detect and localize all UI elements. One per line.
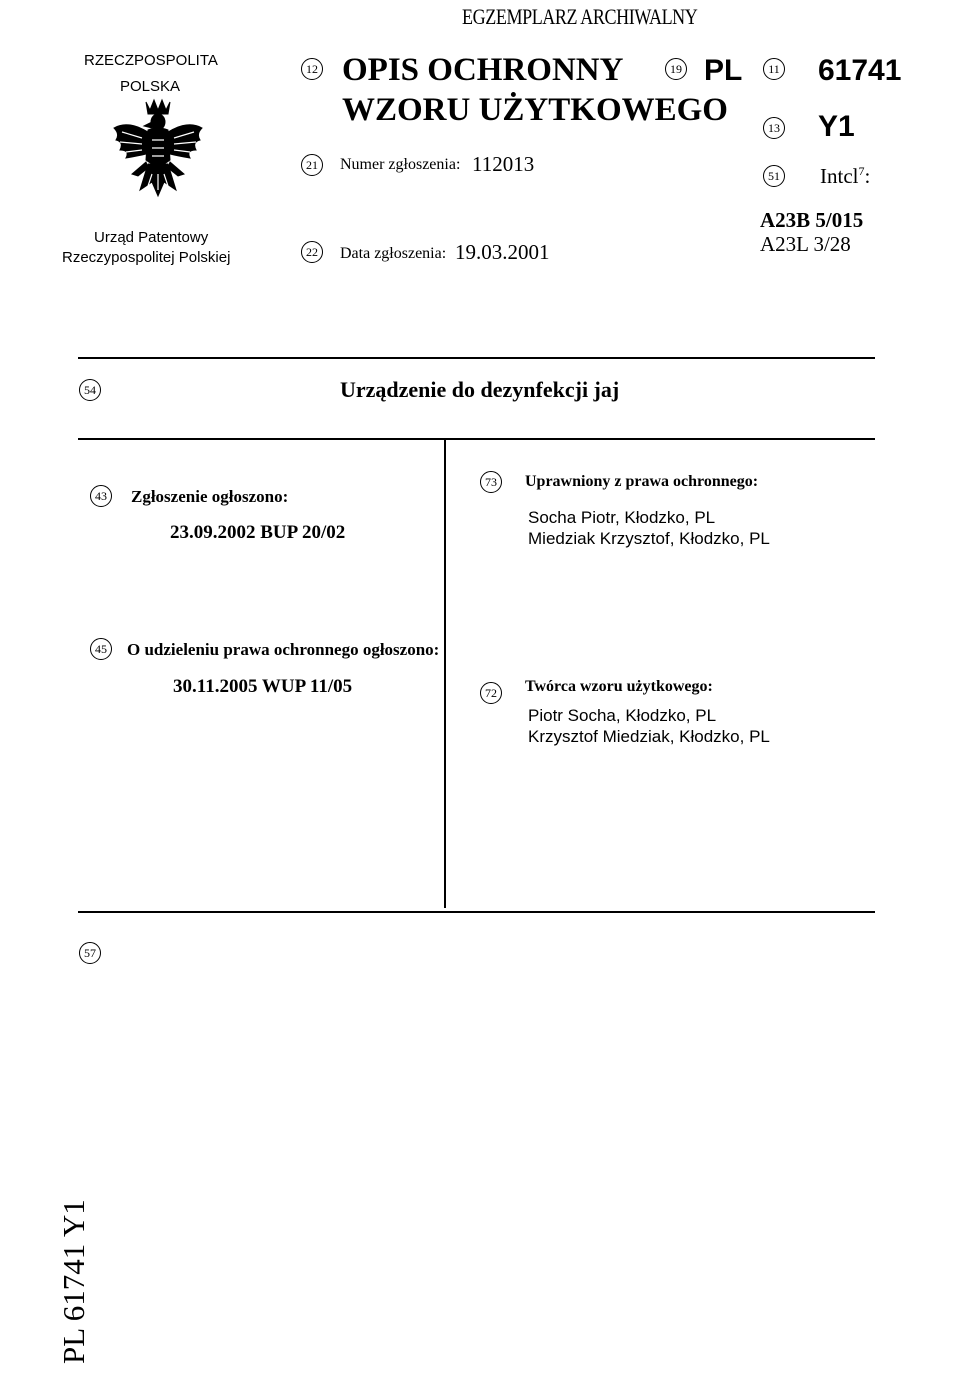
inid-code-19: 19 (665, 58, 687, 80)
country-name-line1: RZECZPOSPOLITA (84, 52, 218, 69)
inid-code-51: 51 (763, 165, 785, 187)
grant-published-value: 30.11.2005 WUP 11/05 (173, 676, 353, 697)
creator-2: Krzysztof Miedziak, Kłodzko, PL (528, 727, 770, 746)
polish-eagle-emblem (108, 98, 208, 210)
inid-code-57: 57 (79, 942, 101, 964)
inid-code-54: 54 (79, 379, 101, 401)
right-holder-label: Uprawniony z prawa ochronnego: (525, 473, 759, 490)
application-published-label: Zgłoszenie ogłoszono: (131, 487, 289, 506)
document-title-line2: WZORU UŻYTKOWEGO (342, 92, 728, 128)
filing-date-label: Data zgłoszenia: (340, 245, 447, 262)
application-published-value: 23.09.2002 BUP 20/02 (170, 522, 346, 543)
invention-title: Urządzenie do dezynfekcji jaj (340, 377, 620, 402)
application-number-label: Numer zgłoszenia: (340, 156, 461, 173)
inid-code-72: 72 (480, 682, 502, 704)
divider-title-bottom (78, 438, 875, 440)
right-holder-1: Socha Piotr, Kłodzko, PL (528, 508, 716, 527)
inid-code-11: 11 (763, 58, 785, 80)
inid-code-43: 43 (90, 485, 112, 507)
country-name-line2: POLSKA (120, 78, 181, 95)
document-title-line1: OPIS OCHRONNY (342, 52, 624, 88)
inid-code-12: 12 (301, 58, 323, 80)
patent-office-line2: Rzeczypospolitej Polskiej (62, 249, 231, 266)
document-kind: Y1 (818, 110, 855, 143)
ipc-label: Intcl$^7$: (820, 164, 871, 188)
divider-top (78, 357, 875, 359)
country-code: PL (704, 54, 743, 87)
filing-date: 19.03.2001 (455, 240, 550, 264)
column-divider (444, 438, 446, 908)
ipc-edition: 7 (858, 164, 865, 178)
creator-label: Twórca wzoru użytkowego: (525, 678, 713, 695)
patent-office-line1: Urząd Patentowy (94, 229, 209, 246)
archive-stamp: EGZEMPLARZ ARCHIWALNY (462, 4, 698, 29)
inid-code-45: 45 (90, 638, 112, 660)
right-holder-2: Miedziak Krzysztof, Kłodzko, PL (528, 529, 770, 548)
ipc-class-2: A23L 3/28 (760, 232, 851, 256)
side-document-label: PL 61741 Y1 (56, 1199, 91, 1364)
grant-published-label: O udzieleniu prawa ochronnego ogłoszono: (127, 640, 440, 659)
inid-code-73: 73 (480, 471, 502, 493)
ipc-class-1: A23B 5/015 (760, 208, 864, 232)
inid-code-21: 21 (301, 154, 323, 176)
creator-1: Piotr Socha, Kłodzko, PL (528, 706, 717, 725)
divider-abstract (78, 911, 875, 913)
inid-code-22: 22 (301, 241, 323, 263)
inid-code-13: 13 (763, 117, 785, 139)
document-number: 61741 (818, 54, 902, 87)
application-number: 112013 (472, 152, 535, 176)
